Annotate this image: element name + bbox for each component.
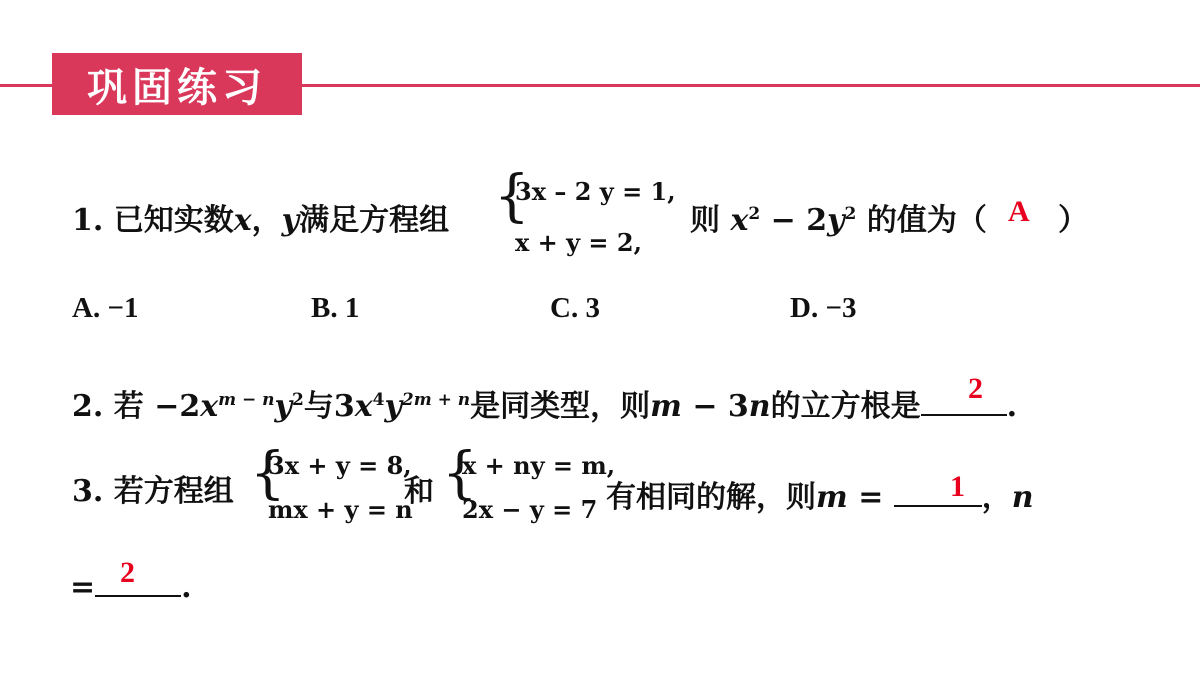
q1-text: 满足方程组 — [299, 203, 450, 238]
q3-brace-1: { — [250, 441, 286, 506]
q3-tail — [606, 477, 1034, 513]
q3-brace-2: { — [442, 441, 478, 506]
q3-eq: = — [847, 480, 894, 515]
q1-prefix — [72, 203, 450, 238]
q1-expr-x: x — [730, 203, 749, 238]
q2-exp3: 4 — [372, 390, 385, 410]
q1-option-a: A. −1 — [72, 292, 139, 324]
q1-expr-mid: − 2 — [760, 203, 828, 238]
q2-x2: x — [354, 389, 373, 424]
q2-line — [72, 386, 1017, 422]
q1-answer: A — [1008, 195, 1030, 228]
q3-prefix: 3. 若方程组 — [72, 474, 234, 509]
q1-suffix: 的值为（ — [856, 203, 987, 238]
q1-expr-exp2: 2 — [844, 204, 857, 224]
q3-m-answer-blank — [894, 477, 982, 507]
q1-var-y: y — [281, 203, 300, 238]
q2-exp1: m − n — [218, 390, 275, 410]
q1-eq1: 3x – 2 y = 1, — [515, 177, 676, 206]
q1-expr-y: y — [827, 203, 845, 238]
q3-sys1-eq1: 3x + y = 8, — [268, 451, 412, 480]
q1-option-b: B. 1 — [311, 292, 360, 324]
q1-comma: ， — [251, 203, 282, 238]
q3-line2-eq: = — [70, 570, 96, 605]
q2-mid: 与3 — [303, 389, 355, 424]
q2-y2: y — [384, 389, 402, 424]
q2-y: y — [274, 389, 292, 424]
q2-minus: − 3 — [681, 389, 749, 424]
q1-eq2: x + y = 2, — [515, 228, 642, 257]
header-banner — [52, 53, 302, 115]
q1-close: ） — [1058, 203, 1088, 238]
q2-text: 是同类型，则 — [470, 389, 651, 424]
q3-and: 和 — [404, 474, 434, 509]
q1-option-d: D. −3 — [790, 292, 857, 324]
q2-x: x — [200, 389, 219, 424]
q1-option-c: C. 3 — [550, 292, 600, 324]
q3-sys1-eq2: mx + y = n — [268, 495, 413, 524]
q3-answer-m: 1 — [950, 470, 965, 503]
q2-n: n — [748, 389, 771, 424]
q3-answer-n: 2 — [120, 556, 135, 589]
q1-then: 则 — [690, 203, 720, 238]
q3-n-answer-blank — [95, 567, 181, 597]
q1-var-x: x — [233, 203, 252, 238]
q2-prefix: 2. 若 −2 — [72, 389, 201, 424]
q2-end: . — [1006, 389, 1018, 424]
q3-comma: ， — [981, 480, 1012, 515]
q3-end: . — [181, 570, 192, 605]
q1-prefix-text: 1. 已知实数 — [72, 203, 234, 238]
q2-answer-blank — [921, 386, 1007, 416]
q2-suffix: 的立方根是 — [770, 389, 921, 424]
q3-n: n — [1011, 480, 1034, 515]
q2-m: m — [650, 389, 682, 424]
page-title: 巩固练习 — [87, 64, 267, 111]
q2-exp4: 2m + n — [401, 390, 471, 410]
q3-sys2-eq1: x + ny = m, — [462, 451, 616, 480]
q3-sys2-eq2: 2x − y = 7 — [462, 495, 598, 524]
q1-expr-exp1: 2 — [748, 204, 761, 224]
q2-answer: 2 — [968, 372, 983, 405]
q2-exp2: 2 — [291, 390, 304, 410]
q1-tail — [690, 203, 987, 238]
q3-text: 有相同的解，则 — [606, 480, 816, 515]
q1-brace: { — [494, 164, 530, 229]
q3-m: m — [816, 480, 848, 515]
